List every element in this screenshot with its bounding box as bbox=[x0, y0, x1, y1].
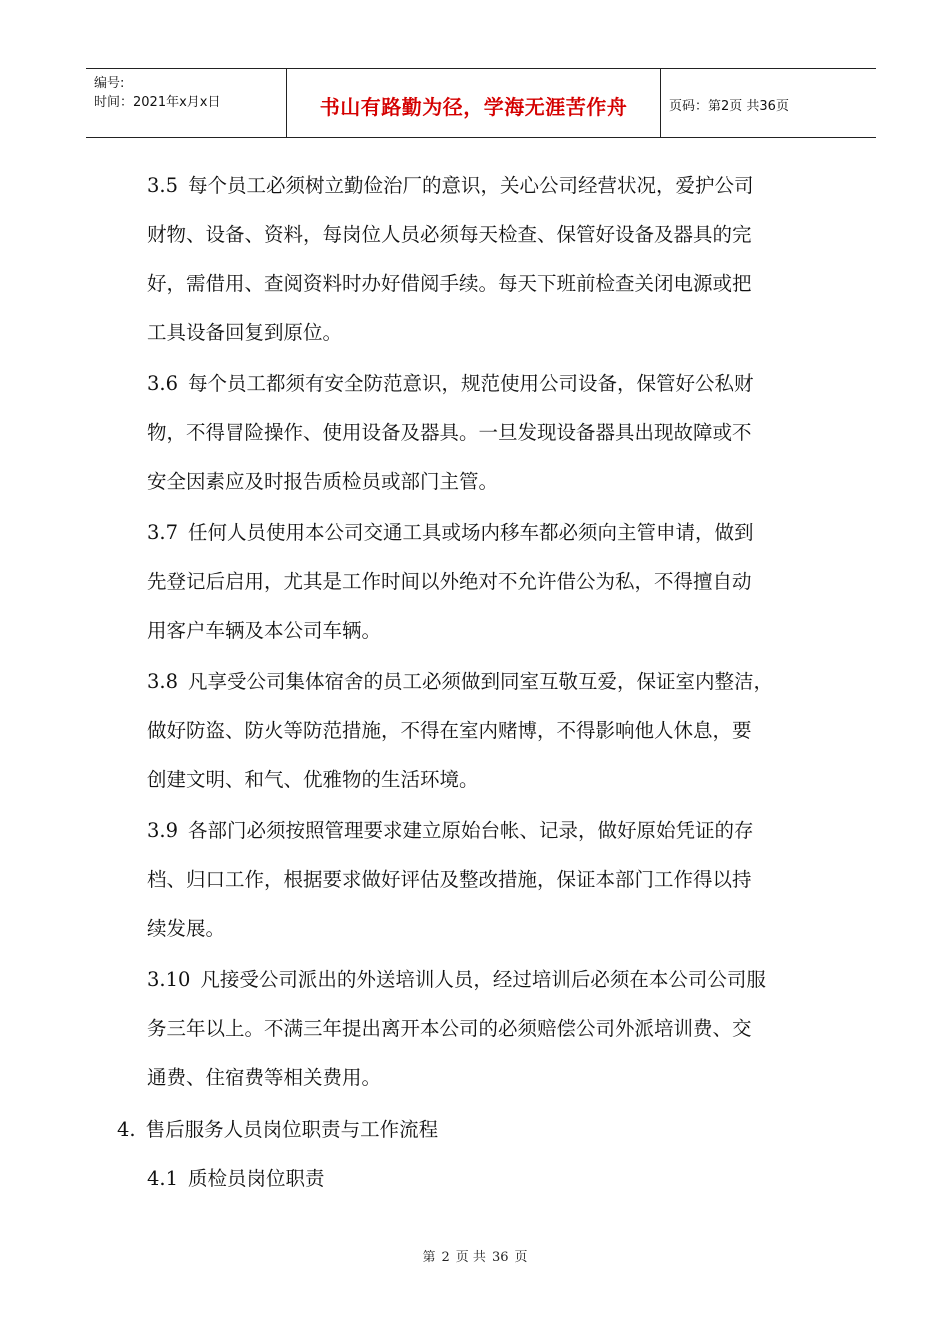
paragraph-line: 安全因素应及时报告质检员或部门主管。 bbox=[147, 470, 499, 493]
header-motto-cell bbox=[287, 69, 661, 137]
paragraph-line: 财物、设备、资料，每岗位人员必须每天检查、保管好设备及器具的完 bbox=[147, 223, 752, 246]
paragraph-line: 3.9 各部门必须按照管理要求建立原始台帐、记录，做好原始凭证的存 bbox=[147, 806, 857, 855]
header-page-cell bbox=[661, 69, 876, 137]
footer-total-pages: 36 bbox=[491, 1250, 509, 1265]
paragraph-line: 先登记后启用，尤其是工作时间以外绝对不允许借公为私，不得擅自动 bbox=[147, 570, 752, 593]
header-meta-cell bbox=[86, 69, 287, 137]
paragraph-number: 3.6 bbox=[147, 372, 179, 395]
paragraph-3-7 bbox=[147, 508, 857, 655]
document-header bbox=[86, 68, 876, 138]
paragraph-line: 3.10 凡接受公司派出的外送培训人员，经过培训后必须在本公司公司服 bbox=[147, 955, 857, 1004]
paragraph-3-10 bbox=[147, 955, 857, 1102]
paragraph-3-9 bbox=[147, 806, 857, 953]
paragraph-number: 3.5 bbox=[147, 174, 179, 197]
footer-mid: 页 共 bbox=[455, 1250, 486, 1265]
document-number-label: 编号: bbox=[94, 76, 125, 91]
section-heading-4 bbox=[117, 1115, 438, 1145]
paragraph-line: 3.6 每个员工都须有安全防范意识，规范使用公司设备，保管好公私财 bbox=[147, 359, 857, 408]
paragraph-line: 务三年以上。不满三年提出离开本公司的必须赔偿公司外派培训费、交 bbox=[147, 1017, 752, 1040]
document-time-label: 时间：2021年x月x日 bbox=[94, 95, 221, 110]
footer-page-number: 2 bbox=[441, 1250, 450, 1265]
paragraph-3-6 bbox=[147, 359, 857, 506]
paragraph-line: 工具设备回复到原位。 bbox=[147, 321, 343, 344]
paragraph-line: 3.5 每个员工必须树立勤俭治厂的意识，关心公司经营状况，爱护公司 bbox=[147, 161, 857, 210]
paragraph-line: 好，需借用、查阅资料时办好借阅手续。每天下班前检查关闭电源或把 bbox=[147, 272, 752, 295]
paragraph-3-5 bbox=[147, 161, 857, 357]
paragraph-number: 3.9 bbox=[147, 819, 179, 842]
section-title: 售后服务人员岗位职责与工作流程 bbox=[145, 1118, 439, 1141]
paragraph-number: 3.10 bbox=[147, 968, 191, 991]
paragraph-line: 档、归口工作，根据要求做好评估及整改措施，保证本部门工作得以持 bbox=[147, 868, 752, 891]
paragraph-line: 通费、住宿费等相关费用。 bbox=[147, 1066, 382, 1089]
paragraph-line: 用客户车辆及本公司车辆。 bbox=[147, 619, 382, 642]
paragraph-number: 3.8 bbox=[147, 670, 179, 693]
footer-prefix: 第 bbox=[422, 1250, 436, 1265]
subsection-heading-4-1 bbox=[147, 1164, 325, 1194]
header-motto: 书山有路勤为径，学海无涯苦作舟 bbox=[319, 95, 628, 119]
page-footer bbox=[0, 1246, 950, 1265]
paragraph-number: 3.7 bbox=[147, 521, 179, 544]
paragraph-line: 3.7 任何人员使用本公司交通工具或场内移车都必须向主管申请，做到 bbox=[147, 508, 857, 557]
paragraph-line: 物，不得冒险操作、使用设备及器具。一旦发现设备器具出现故障或不 bbox=[147, 421, 752, 444]
paragraph-line: 3.8 凡享受公司集体宿舍的员工必须做到同室互敬互爱，保证室内整洁， bbox=[147, 657, 857, 706]
paragraph-line: 创建文明、和气、优雅物的生活环境。 bbox=[147, 768, 479, 791]
paragraph-line: 做好防盗、防火等防范措施，不得在室内赌博，不得影响他人休息，要 bbox=[147, 719, 752, 742]
paragraph-line: 续发展。 bbox=[147, 917, 226, 940]
subsection-title: 质检员岗位职责 bbox=[188, 1167, 325, 1190]
section-number: 4. bbox=[117, 1118, 136, 1141]
header-page-label: 页码：第2页 共36页 bbox=[669, 99, 789, 114]
paragraph-3-8 bbox=[147, 657, 857, 804]
footer-suffix: 页 bbox=[514, 1250, 528, 1265]
subsection-number: 4.1 bbox=[147, 1167, 179, 1190]
